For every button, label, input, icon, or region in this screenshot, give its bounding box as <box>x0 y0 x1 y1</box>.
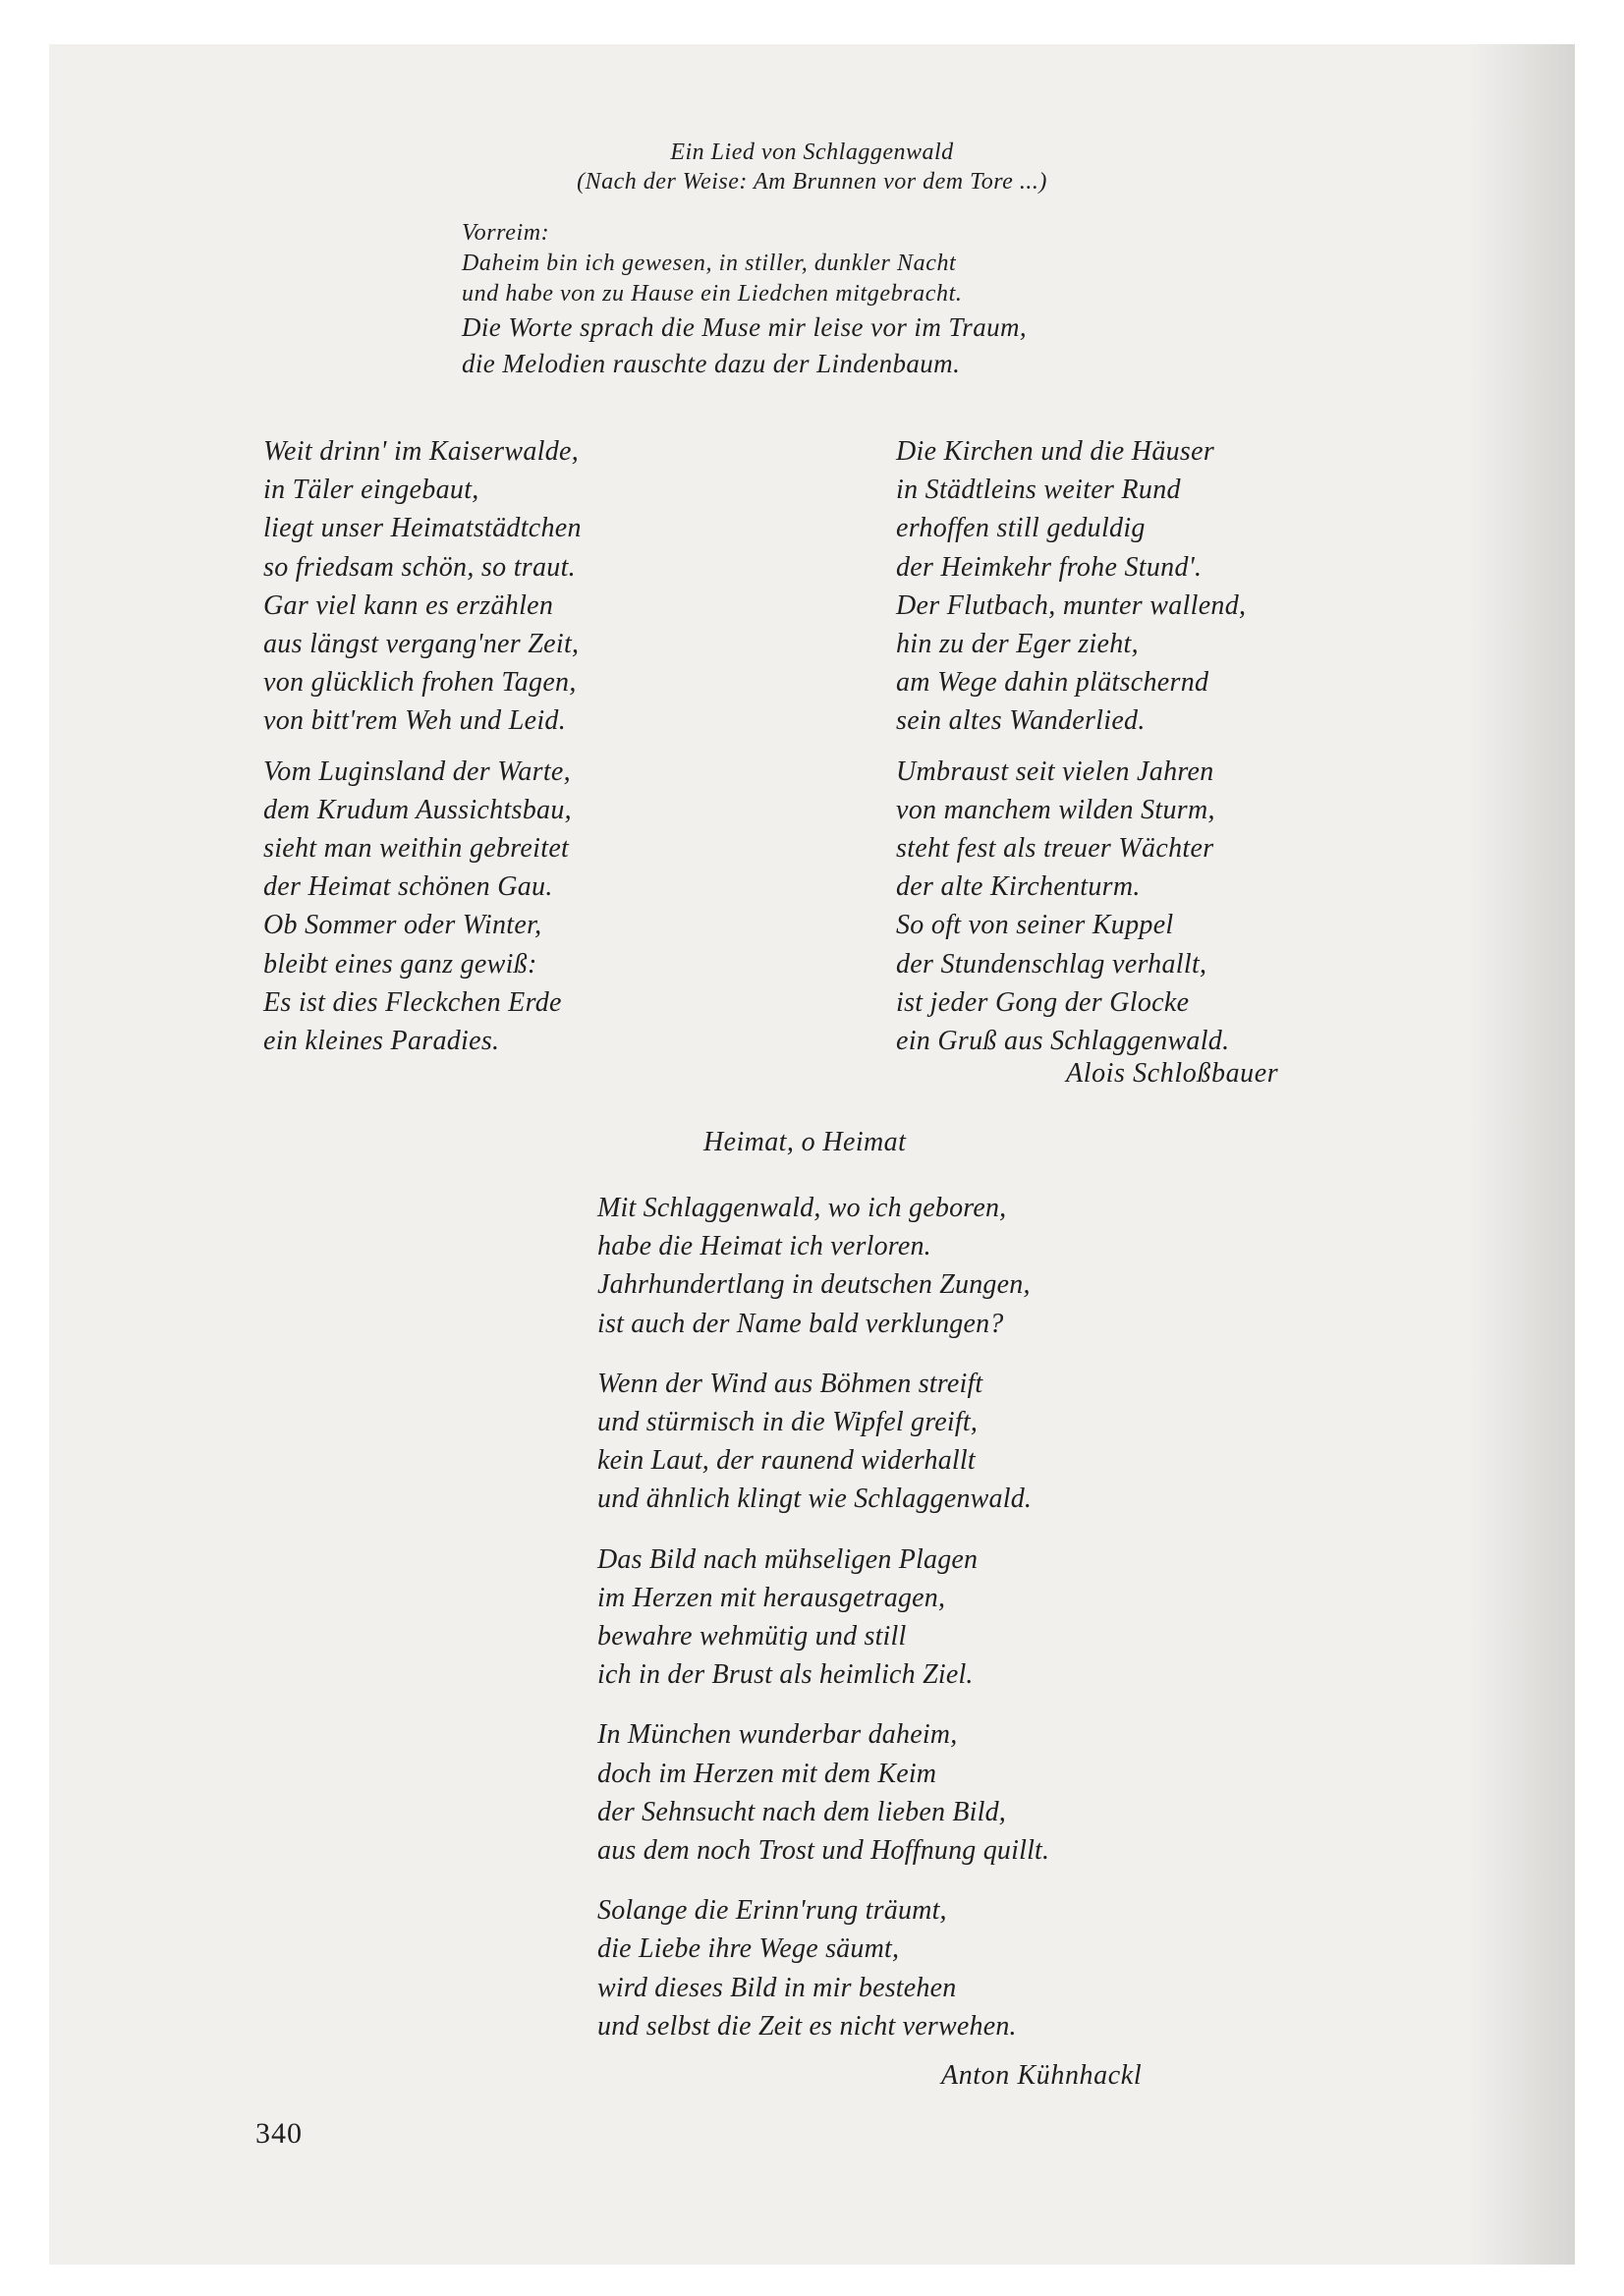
verse-line: Gar viel kann es erzählen <box>263 589 554 621</box>
poem1-stanza <box>896 753 1246 1061</box>
verse-line: ein Gruß aus Schlaggenwald. <box>896 1026 1230 1057</box>
verse-line: Solange die Erinn'rung träumt, <box>597 1895 947 1927</box>
refrain-line: die Melodien rauschte dazu der Lindenbaum. <box>462 349 961 378</box>
verse-line: ist auch der Name bald verklungen? <box>597 1308 1004 1339</box>
refrain-line: und habe von zu Hause ein Liedchen mitgebracht. <box>462 281 963 307</box>
verse-line: von glücklich frohen Tagen, <box>263 667 577 699</box>
verse-line: So oft von seiner Kuppel <box>896 910 1174 941</box>
verse-line: ich in der Brust als heimlich Ziel. <box>597 1659 974 1691</box>
verse-line: liegt unser Heimatstädtchen <box>263 513 582 544</box>
poem1-title-line: Ein Lied von Schlaggenwald <box>670 140 954 165</box>
verse-line: habe die Heimat ich verloren. <box>597 1231 931 1262</box>
verse-line: Weit drinn' im Kaiserwalde, <box>263 436 580 467</box>
verse-line: bleibt eines ganz gewiß: <box>263 948 537 980</box>
poem2-stanza <box>597 1715 1049 1870</box>
verse-line: aus dem noch Trost und Hoffnung quillt. <box>597 1835 1050 1867</box>
poem1-title <box>0 138 1624 196</box>
verse-line: in Städtleins weiter Rund <box>896 475 1181 506</box>
verse-line: und selbst die Zeit es nicht verwehen. <box>597 2010 1017 2042</box>
page-number: 340 <box>255 2117 303 2150</box>
poem1-stanza <box>263 753 582 1061</box>
poem2-title: Heimat, o Heimat <box>703 1127 907 1157</box>
verse-line: Das Bild nach mühseligen Plagen <box>597 1543 979 1575</box>
verse-line: und stürmisch in die Wipfel greift, <box>597 1407 979 1438</box>
verse-line: Wenn der Wind aus Böhmen streift <box>597 1368 983 1399</box>
poem2-stanza <box>597 1189 1049 1343</box>
refrain-label: Vorreim: <box>462 220 550 246</box>
refrain-line: Daheim bin ich gewesen, in stiller, dunkler Nacht <box>462 251 957 276</box>
poem1-subtitle-line: (Nach der Weise: Am Brunnen vor dem Tore ...) <box>577 169 1047 195</box>
verse-line: so friedsam schön, so traut. <box>263 551 576 583</box>
verse-line: von manchem wilden Sturm, <box>896 794 1215 825</box>
verse-line: Umbraust seit vielen Jahren <box>896 756 1214 787</box>
verse-line: In München wunderbar daheim, <box>597 1719 958 1751</box>
verse-line: hin zu der Eger zieht, <box>896 629 1139 660</box>
verse-line: der Heimkehr frohe Stund'. <box>896 551 1203 583</box>
verse-line: der alte Kirchenturm. <box>896 871 1141 903</box>
poem2-stanza <box>597 1365 1049 1519</box>
verse-line: im Herzen mit herausgetragen, <box>597 1582 946 1613</box>
verse-line: Die Kirchen und die Häuser <box>896 436 1215 467</box>
verse-line: steht fest als treuer Wächter <box>896 833 1214 865</box>
verse-line: Vom Luginsland der Warte, <box>263 756 571 787</box>
poem2-stanza <box>597 1891 1049 2045</box>
page-edge-shadow <box>1467 44 1575 2265</box>
verse-line: erhoffen still geduldig <box>896 513 1146 544</box>
verse-line: Mit Schlaggenwald, wo ich geboren, <box>597 1193 1007 1223</box>
poem1-left-column <box>263 432 582 1060</box>
verse-line: doch im Herzen mit dem Keim <box>597 1758 937 1789</box>
verse-line: wird dieses Bild in mir bestehen <box>597 1972 957 2003</box>
poem2-author: Anton Kühnhackl <box>941 2060 1143 2091</box>
verse-line: die Liebe ihre Wege säumt, <box>597 1933 900 1965</box>
verse-line: am Wege dahin plätschernd <box>896 667 1209 699</box>
verse-line: Der Flutbach, munter wallend, <box>896 589 1247 621</box>
verse-line: aus längst vergang'ner Zeit, <box>263 629 580 660</box>
poem1-stanza <box>263 432 582 741</box>
poem1-refrain <box>462 218 1027 382</box>
verse-line: Es ist dies Fleckchen Erde <box>263 986 562 1018</box>
verse-line: kein Laut, der raunend widerhallt <box>597 1445 976 1477</box>
verse-line: und ähnlich klingt wie Schlaggenwald. <box>597 1484 1033 1515</box>
verse-line: dem Krudum Aussichtsbau, <box>263 794 572 825</box>
verse-line: Ob Sommer oder Winter, <box>263 910 542 941</box>
verse-line: ist jeder Gong der Glocke <box>896 986 1190 1018</box>
verse-line: bewahre wehmütig und still <box>597 1621 907 1652</box>
verse-line: in Täler eingebaut, <box>263 475 479 506</box>
poem1-right-column <box>896 432 1246 1060</box>
poem1-author: Alois Schloßbauer <box>1066 1058 1279 1089</box>
verse-line: von bitt'rem Weh und Leid. <box>263 705 567 737</box>
verse-line: ein kleines Paradies. <box>263 1026 500 1057</box>
poem2-stanza <box>597 1540 1049 1695</box>
verse-line: der Sehnsucht nach dem lieben Bild, <box>597 1796 1007 1827</box>
verse-line: der Stundenschlag verhallt, <box>896 948 1207 980</box>
verse-line: sein altes Wanderlied. <box>896 705 1146 737</box>
refrain-line: Die Worte sprach die Muse mir leise vor im Traum, <box>462 312 1028 342</box>
poem1-stanza <box>896 432 1246 741</box>
verse-line: sieht man weithin gebreitet <box>263 833 570 865</box>
verse-line: Jahrhundertlang in deutschen Zungen, <box>597 1269 1031 1301</box>
verse-line: der Heimat schönen Gau. <box>263 871 553 903</box>
poem2-body <box>597 1189 1049 2045</box>
